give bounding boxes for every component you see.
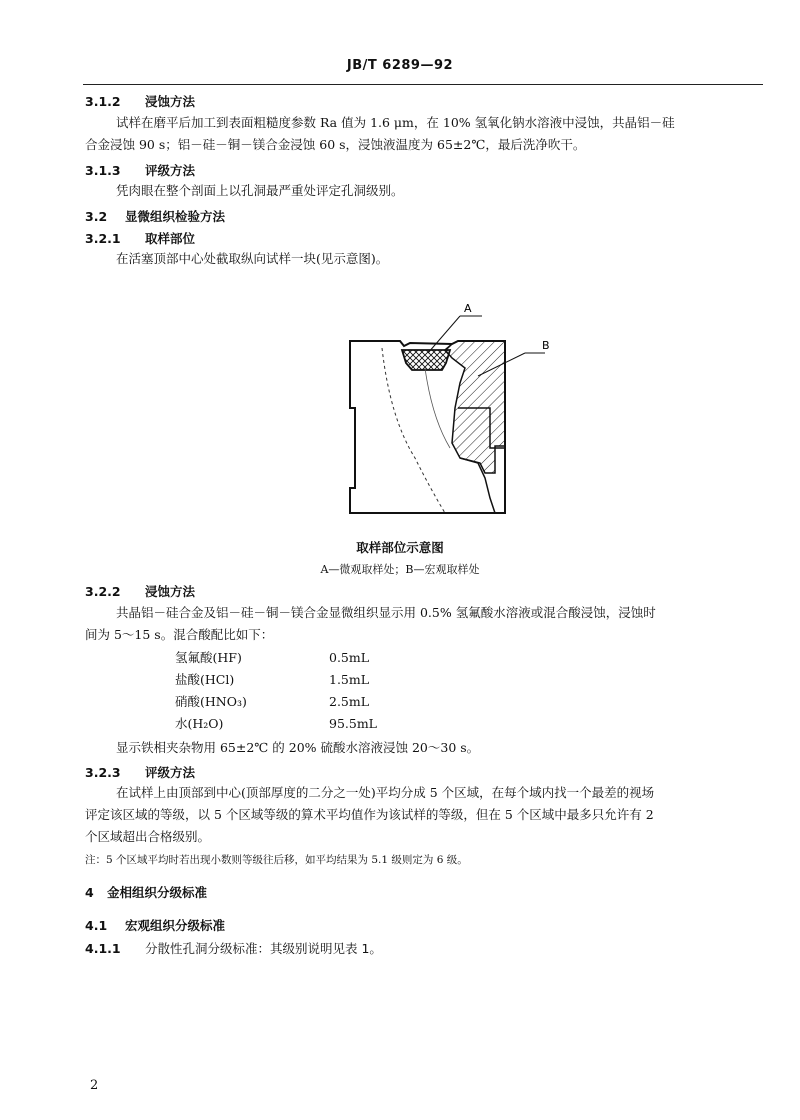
acid-amount: 95.5mL: [329, 716, 377, 731]
section-heading-3-1-3: [85, 161, 195, 179]
paragraph-line: 试样在磨平后加工到表面粗糙度参数 Ra 值为 1.6 μm，在 10% 氢氧化钠水溶液中浸蚀，共晶铝－硅: [116, 115, 675, 130]
section-heading-3-2: [85, 207, 225, 225]
section-title: 评级方法: [145, 765, 196, 780]
sampling-diagram: [320, 298, 560, 528]
figure-caption: 取样部位示意图: [356, 540, 444, 555]
section-number: 3.2.2: [85, 584, 121, 599]
acid-amount: 0.5mL: [329, 650, 370, 665]
paragraph-line: 合金浸蚀 90 s；铝－硅－铜－镁合金浸蚀 60 s，浸蚀液温度为 65±2℃，最后洗净吹干。: [85, 137, 586, 152]
section-heading-4-1-1: [85, 939, 382, 957]
section-number: 4.1: [85, 918, 108, 933]
section-number: 4: [85, 885, 94, 900]
section-title: 评级方法: [145, 163, 196, 178]
acid-row: [175, 670, 369, 690]
page-number: 2: [90, 1078, 99, 1093]
acid-amount: 1.5mL: [329, 672, 370, 687]
section-heading-3-2-3: [85, 763, 195, 781]
section-title: 宏观组织分级标准: [125, 918, 226, 933]
label-b: B: [542, 339, 550, 352]
figure-legend: A—微观取样处；B—宏观取样处: [320, 563, 480, 576]
section-heading-3-2-1: [85, 229, 195, 247]
acid-name: 氢氟酸(HF): [175, 650, 242, 665]
paragraph-line: 凭肉眼在整个剖面上以孔洞最严重处评定孔洞级别。: [116, 183, 404, 198]
acid-amount: 2.5mL: [329, 694, 370, 709]
paragraph-line: 评定该区域的等级，以 5 个区域等级的算术平均值作为该试样的等级，但在 5 个区域中最多只允许有 2: [85, 807, 654, 822]
section-heading-3-1-2: [85, 92, 195, 110]
document-header: JB/T 6289—92: [346, 58, 454, 73]
section-title: 金相组织分级标准: [107, 885, 208, 900]
section-title: 显微组织检验方法: [125, 209, 226, 224]
section-number: 3.2.1: [85, 231, 121, 246]
section-title: 取样部位: [145, 231, 196, 246]
acid-row: [175, 648, 369, 668]
paragraph-line: 个区域超出合格级别。: [85, 829, 211, 844]
label-a: A: [464, 302, 472, 315]
section-title: 分散性孔洞分级标准：其级别说明见表 1。: [145, 941, 382, 956]
section-heading-4: [85, 883, 207, 901]
paragraph-line: 显示铁相夹杂物用 65±2℃ 的 20% 硫酸水溶液浸蚀 20～30 s。: [116, 740, 480, 755]
note: 注：5 个区域平均时若出现小数则等级往后移，如平均结果为 5.1 级则定为 6 级。: [85, 854, 468, 866]
section-title: 浸蚀方法: [145, 584, 196, 599]
paragraph-line: 间为 5～15 s。混合酸配比如下：: [85, 627, 274, 642]
paragraph-line: 共晶铝－硅合金及铝－硅－铜－镁合金显微组织显示用 0.5% 氢氟酸水溶液或混合酸浸蚀，浸蚀时: [116, 605, 656, 620]
acid-name: 盐酸(HCl): [175, 672, 235, 687]
micro-sample-region: [402, 350, 450, 370]
acid-name: 水(H₂O): [175, 716, 224, 731]
section-number: 3.1.3: [85, 163, 121, 178]
section-number: 3.2.3: [85, 765, 121, 780]
section-number: 4.1.1: [85, 941, 121, 956]
section-number: 3.2: [85, 209, 108, 224]
paragraph-line: 在试样上由顶部到中心(顶部厚度的二分之一处)平均分成 5 个区域，在每个域内找一个最差的视场: [116, 785, 655, 800]
acid-row: [175, 714, 377, 734]
header-rule: [83, 84, 763, 85]
paragraph-line: 在活塞顶部中心处截取纵向试样一块(见示意图)。: [116, 251, 389, 266]
section-number: 3.1.2: [85, 94, 121, 109]
section-title: 浸蚀方法: [145, 94, 196, 109]
section-heading-3-2-2: [85, 582, 195, 600]
acid-name: 硝酸(HNO₃): [175, 694, 247, 709]
acid-row: [175, 692, 369, 712]
section-heading-4-1: [85, 916, 225, 934]
